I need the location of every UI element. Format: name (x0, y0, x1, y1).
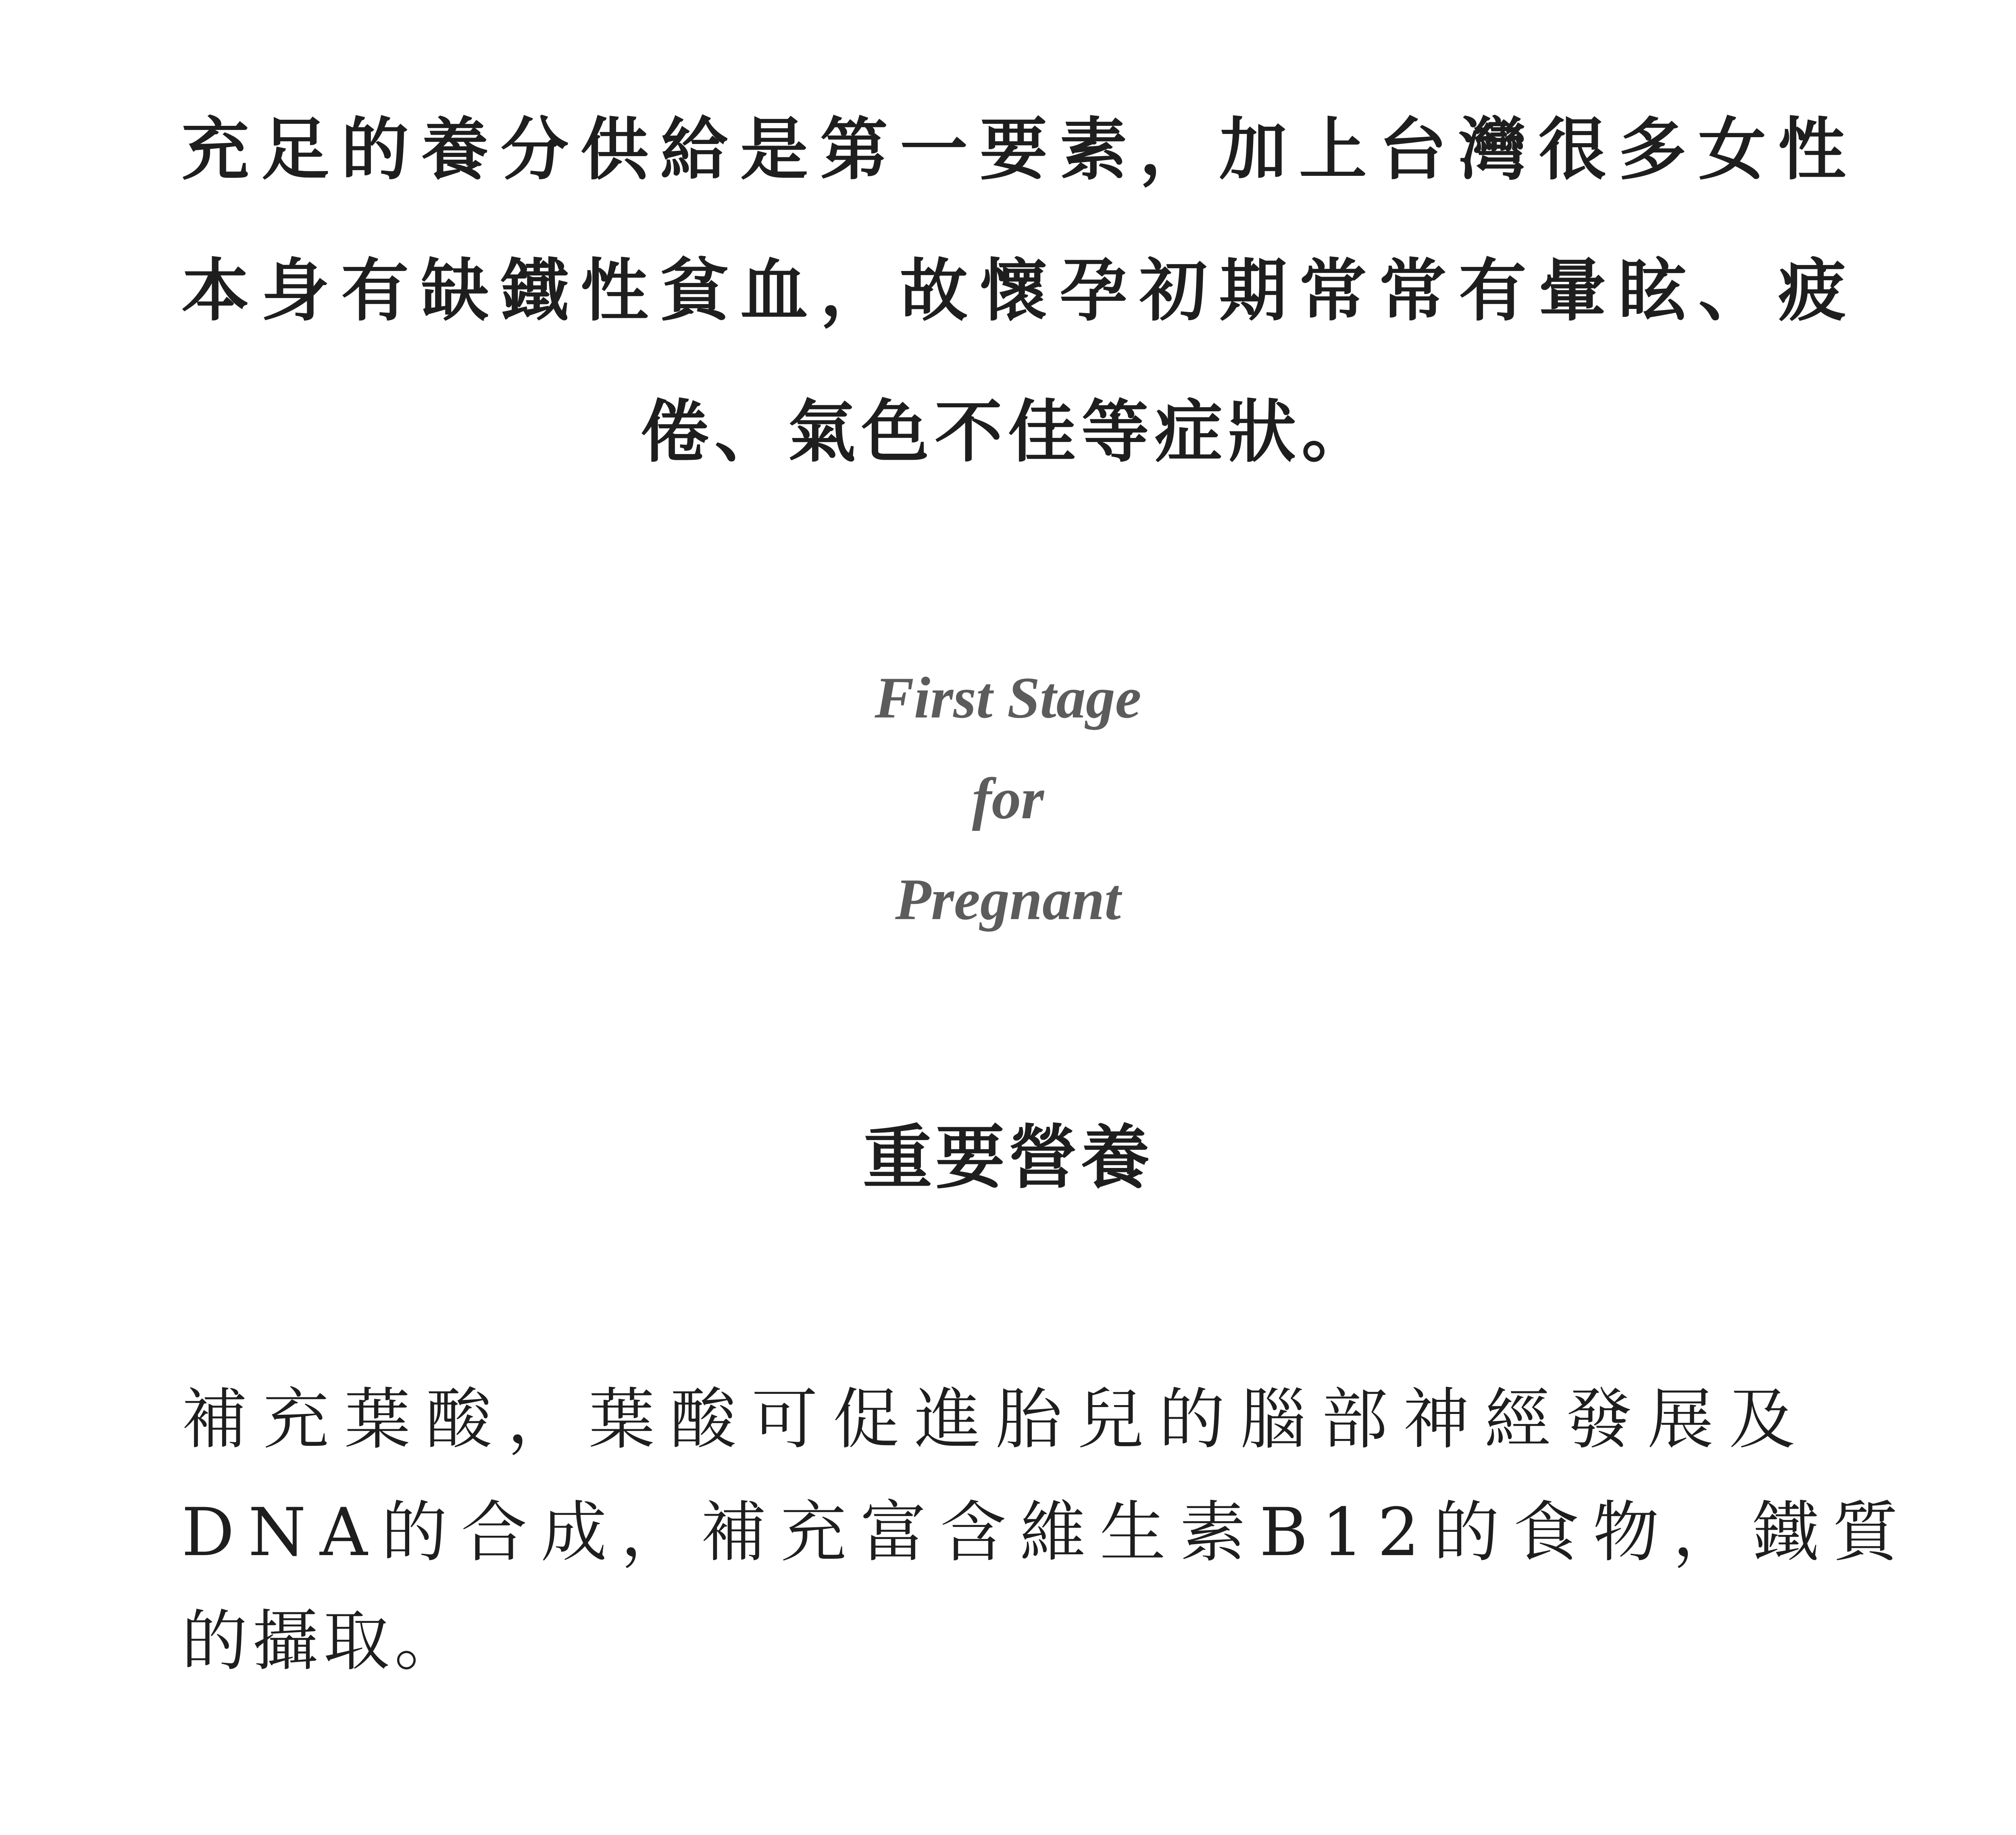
intro-line-2: 本身有缺鐵性貧血，故懷孕初期常常有暈眩、疲 (181, 250, 1858, 330)
intro-line-3: 倦、氣色不佳等症狀。 (641, 392, 1375, 471)
stage-title-line-2: for (972, 766, 1044, 831)
stage-title-line-1: First Stage (875, 665, 1141, 730)
stage-title-line-3: Pregnant (895, 867, 1121, 932)
intro-line-1: 充足的養分供給是第一要素，加上台灣很多女性 (181, 109, 1858, 189)
body-line-3: 的攝取。 (181, 1603, 466, 1680)
body-line-1: 補充葉酸，葉酸可促進胎兒的腦部神經發展及 (181, 1381, 1811, 1458)
body-line-2: DNA的合成，補充富含維生素B12的食物，鐵質 (181, 1494, 1912, 1571)
section-heading: 重要營養 (863, 1116, 1153, 1198)
